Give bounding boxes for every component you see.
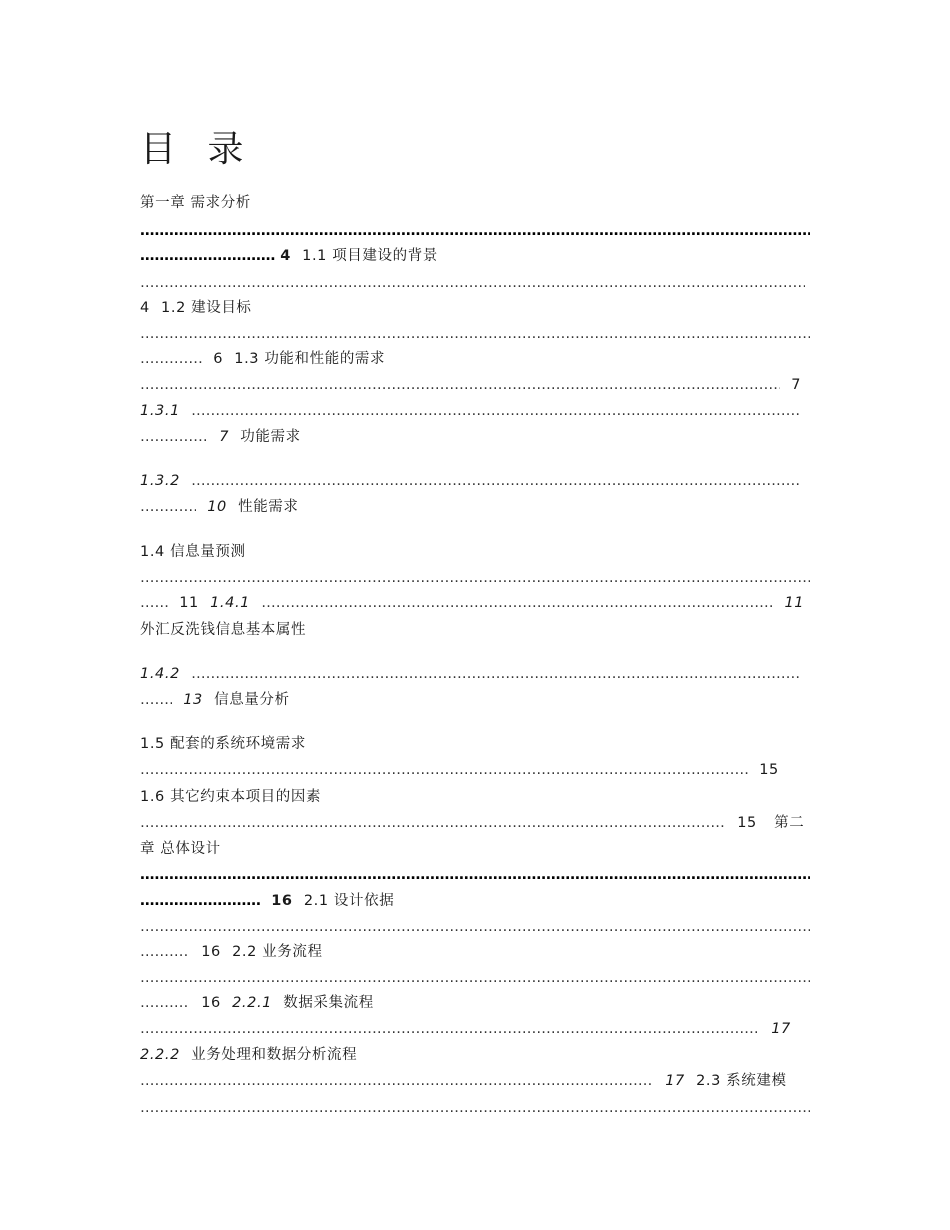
toc-item-1-3-1-title[interactable]: 功能需求 [240, 429, 301, 445]
toc-item-1-1-page-number: 4 [140, 300, 150, 316]
toc-item-1-4-2-page-number: 13 [183, 692, 203, 708]
toc-line [140, 1018, 810, 1040]
toc-line [140, 348, 810, 370]
toc-line [140, 192, 810, 214]
toc-item-1-4-2-number[interactable]: 1.4.2 [140, 666, 180, 682]
toc-line [140, 1070, 810, 1092]
toc-line [140, 567, 810, 589]
toc-item-2-2-2-number[interactable]: 2.2.2 [140, 1047, 180, 1063]
toc-item-2-2-2-page-number: 17 [665, 1073, 685, 1089]
dot-leader [261, 592, 773, 614]
toc-item-1-4-2-title[interactable]: 信息量分析 [214, 692, 290, 708]
dot-leader [191, 400, 801, 422]
toc-title: 目 录 [140, 129, 254, 170]
toc-item-1-3-2-page-number: 10 [207, 499, 227, 515]
toc-line [140, 733, 810, 755]
toc-item-2-2[interactable]: 2.2 业务流程 [232, 944, 323, 960]
toc-line [140, 663, 810, 685]
toc-line [140, 323, 810, 345]
toc-item-1-3-1-page-number: 7 [219, 429, 230, 445]
dot-leader [140, 496, 196, 518]
toc-line [140, 941, 810, 963]
toc-item-1-2-page-number: 6 [213, 351, 224, 367]
dot-leader [140, 323, 810, 345]
chapter-2-heading-part2[interactable]: 章 总体设计 [140, 841, 221, 857]
toc-item-2-3[interactable]: 2.3 系统建模 [696, 1073, 787, 1089]
toc-item-1-4-1-page-number: 11 [784, 595, 805, 611]
toc-line [140, 838, 810, 860]
toc-line [140, 272, 810, 294]
chapter-1-page-number: 4 [280, 248, 291, 264]
toc-line [140, 426, 810, 448]
dot-leader [140, 348, 202, 370]
toc-line [140, 297, 810, 319]
toc-line [140, 689, 810, 711]
toc-line [140, 916, 810, 938]
toc-item-1-3-1-number[interactable]: 1.3.1 [140, 403, 180, 419]
toc-item-1-3-page-number: 7 [791, 377, 802, 393]
dot-leader [191, 470, 801, 492]
toc-item-1-5-page-number: 15 [759, 762, 779, 778]
dot-leader [140, 864, 810, 886]
toc-item-2-1[interactable]: 2.1 设计依据 [303, 893, 395, 909]
toc-line [140, 220, 810, 242]
dot-leader [140, 689, 172, 711]
toc-item-1-4-page-number: 11 [179, 595, 199, 611]
toc-item-1-1[interactable]: 1.1 项目建设的背景 [302, 248, 438, 264]
chapter-1-heading[interactable]: 第一章 需求分析 [140, 195, 251, 211]
toc-line [140, 864, 810, 886]
dot-leader [140, 1070, 654, 1092]
toc-item-1-3-2-title[interactable]: 性能需求 [238, 499, 299, 515]
toc-item-2-2-2-title[interactable]: 业务处理和数据分析流程 [191, 1047, 358, 1063]
dot-leader [140, 967, 810, 989]
toc-item-2-2-1-title[interactable]: 数据采集流程 [283, 995, 374, 1011]
toc-item-1-3-2-number[interactable]: 1.3.2 [140, 473, 180, 489]
dot-leader [191, 663, 801, 685]
toc-item-2-1-page-number: 16 [201, 944, 221, 960]
dot-leader [140, 592, 168, 614]
dot-leader [140, 245, 275, 267]
toc-item-1-4-1-title[interactable]: 外汇反洗钱信息基本属性 [140, 622, 307, 638]
dot-leader [140, 812, 726, 834]
dot-leader [140, 890, 260, 912]
toc-item-1-2[interactable]: 1.2 建设目标 [161, 300, 252, 316]
dot-leader [140, 272, 805, 294]
toc-item-1-4-1-number[interactable]: 1.4.1 [210, 595, 250, 611]
toc-line [140, 541, 810, 563]
toc-line [140, 374, 810, 396]
toc-line [140, 890, 810, 912]
dot-leader [140, 916, 810, 938]
toc-line [140, 470, 810, 492]
toc-line [140, 786, 810, 808]
toc-line [140, 992, 810, 1014]
toc-item-1-6-page-number: 15 [737, 815, 757, 831]
toc-line [140, 967, 810, 989]
dot-leader [140, 220, 810, 242]
toc-line [140, 1097, 810, 1119]
chapter-2-page-number: 16 [271, 893, 293, 909]
toc-line [140, 1044, 810, 1066]
toc-item-1-4[interactable]: 1.4 信息量预测 [140, 544, 246, 560]
toc-line [140, 496, 810, 518]
toc-line [140, 400, 810, 422]
toc-line [140, 245, 810, 267]
toc-item-1-6[interactable]: 1.6 其它约束本项目的因素 [140, 789, 322, 805]
dot-leader [140, 941, 190, 963]
toc-line [140, 759, 810, 781]
dot-leader [140, 1097, 810, 1119]
toc-item-2-2-1-page-number: 17 [771, 1021, 791, 1037]
dot-leader [140, 374, 780, 396]
dot-leader [140, 759, 748, 781]
toc-item-2-2-1-number[interactable]: 2.2.1 [232, 995, 272, 1011]
dot-leader [140, 567, 810, 589]
toc-item-1-3[interactable]: 1.3 功能和性能的需求 [234, 351, 386, 367]
toc-item-1-5[interactable]: 1.5 配套的系统环境需求 [140, 736, 306, 752]
chapter-2-heading-part1[interactable]: 第二 [774, 815, 805, 831]
toc-line [140, 812, 810, 834]
toc-line [140, 619, 810, 641]
toc-line [140, 592, 810, 614]
toc-item-2-2-page-number: 16 [201, 995, 221, 1011]
dot-leader [140, 992, 190, 1014]
dot-leader [140, 426, 208, 448]
dot-leader [140, 1018, 760, 1040]
